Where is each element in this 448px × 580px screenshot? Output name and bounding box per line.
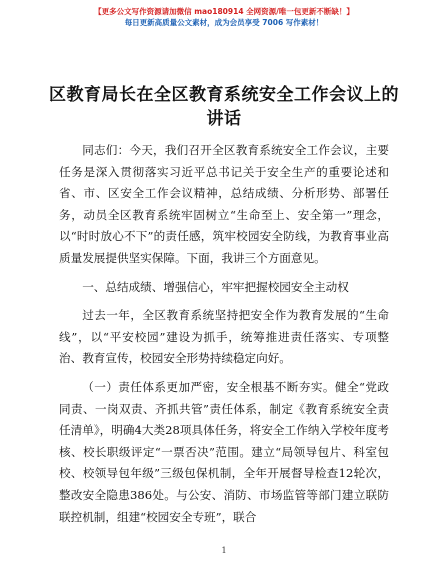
page-number: 1 [221,546,227,555]
document-title [40,83,408,131]
promo-banner-line-2: 每日更新高质量公文素材，成为会员享受 7006 写作素材！ [124,18,324,27]
promo-banner [0,6,448,28]
paragraph-responsibility: （一）责任体系更加严密，安全根基不断夯实。健全“党政同责、一岗双责、齐抓共管”责任体系，制定《教育系统安全责任清单》，明确4大类28项具体任务，将安全工作纳入学校年度考核、校长职级评定“一票否决”范围。建立“局领导包片、科室包校、校领导包年级”三级包保机制，全年开展督导检查12轮次，整改安全隐患386处。与公安、消防、市场监管等部门建立联防联控机制，组建“校园安全专班”，联合 [59,379,389,524]
document-body [59,140,389,535]
document-title-line-1: 区教育局长在全区教育系统安全工作会议上的 [49,85,399,105]
document-title-line-2: 讲话 [206,109,242,129]
paragraph-opening: 同志们：今天，我们召开全区教育系统安全工作会议，主要任务是深入贯彻落实习近平总书记关于安全生产的重要论述和省、市、区安全工作会议精神，总结成绩、分析形势、部署任务，动员全区教育系统牢固树立“生命至上、安全第一”理念，以“时时放心不下”的责任感，筑牢校园安全防线，为教育事业高质量发展提供坚实保障。下面，我讲三个方面意见。 [59,143,389,265]
paragraph-review: 过去一年，全区教育系统坚持把安全作为教育发展的“生命线”，以“平安校园”建设为抓手，统筹推进责任落实、专项整治、教育宣传，校园安全形势持续稳定向好。 [59,308,389,366]
section-heading: 一、总结成绩、增强信心，牢牢把握校园安全主动权 [82,279,349,294]
promo-banner-line-1: 【更多公文写作资源请加微信 mao180914 全网资源/唯一包更新不断缺！】 [94,7,354,16]
